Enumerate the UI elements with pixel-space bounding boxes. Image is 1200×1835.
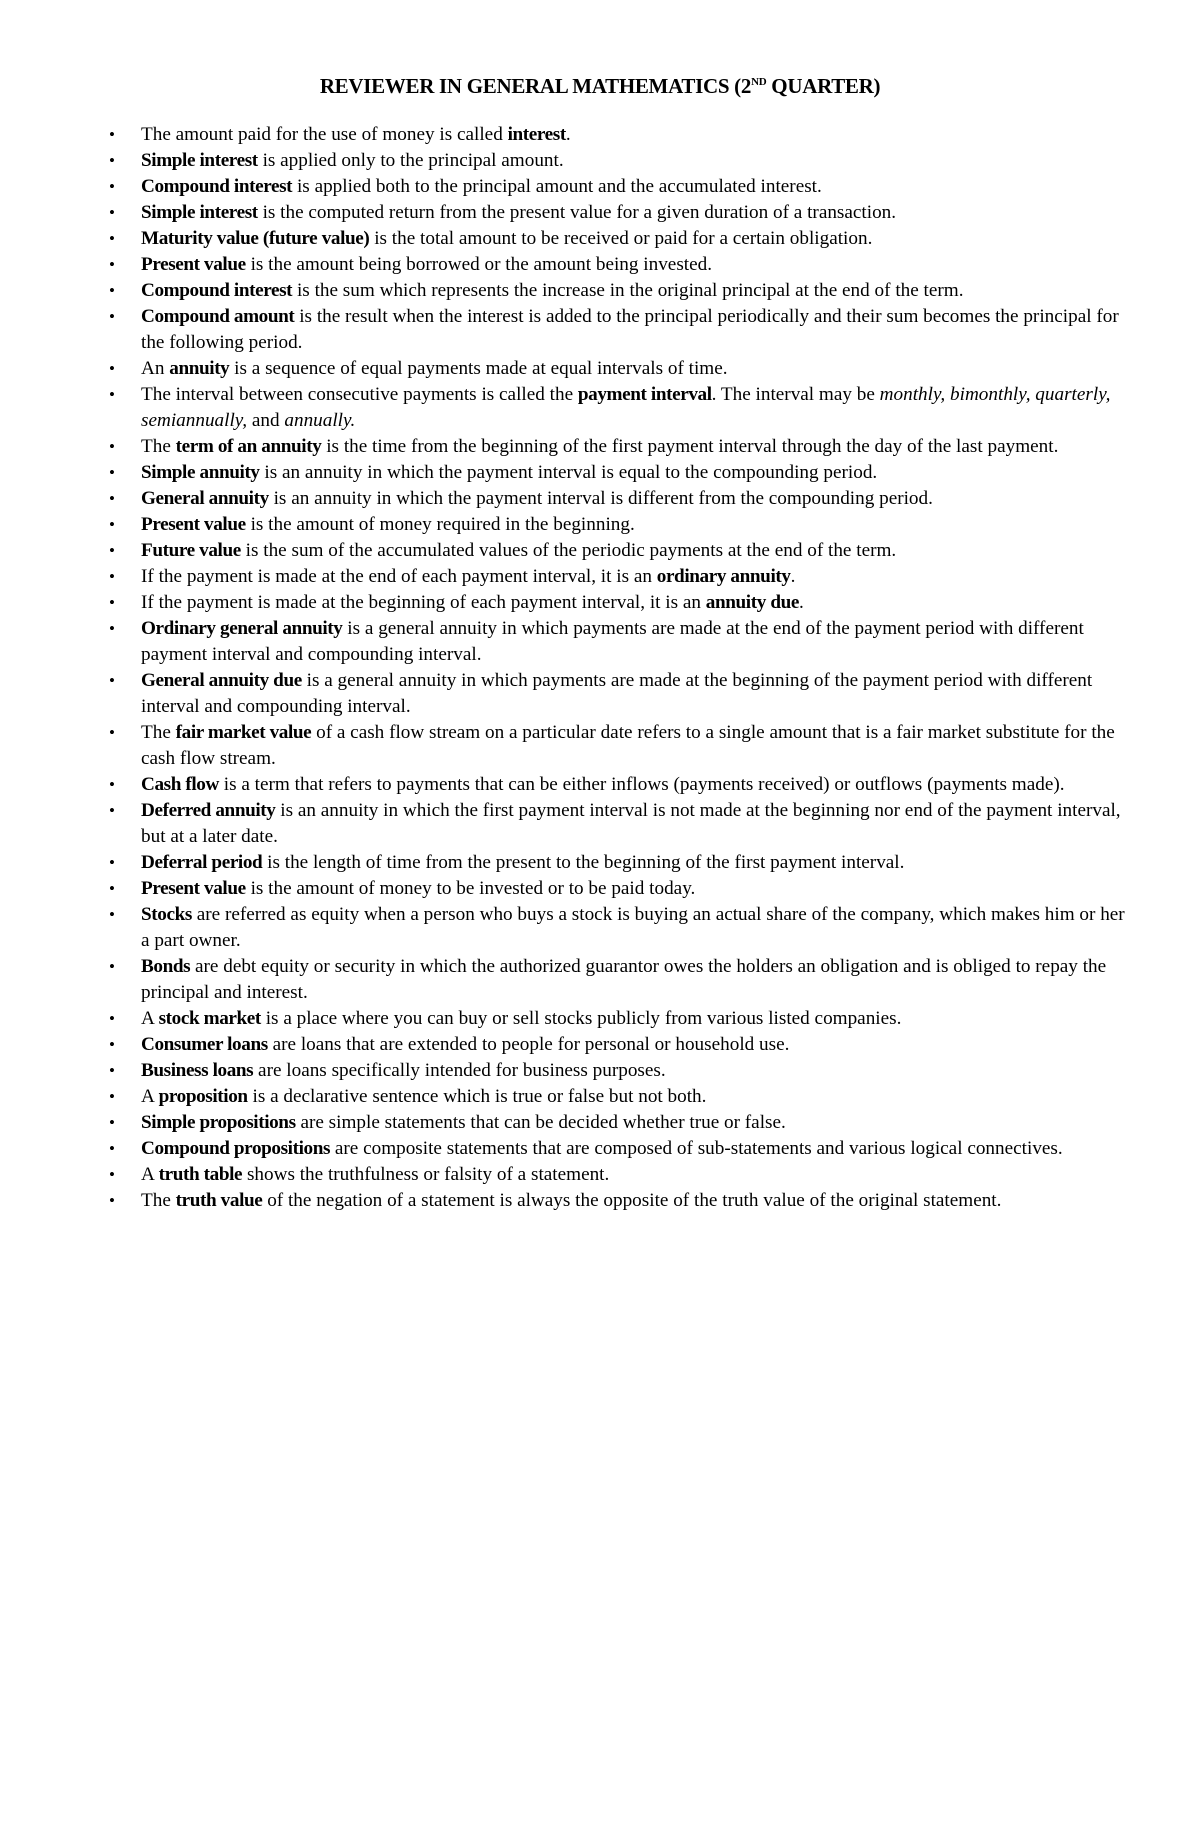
item-text: is a general annuity in which payments are made at the end of the payment period with different payment interval and compounding interval.	[141, 618, 1084, 665]
item-text: .	[565, 124, 571, 145]
item-text: shows the truthfulness or falsity of a statement.	[242, 1164, 610, 1185]
list-item	[105, 252, 1135, 278]
list-item	[105, 226, 1135, 252]
item-text: is a general annuity in which payments are made at the beginning of the payment period with different interval and compounding interval.	[141, 670, 1093, 717]
key-term: annuity due	[705, 592, 799, 613]
list-item	[105, 356, 1135, 382]
key-term: Maturity value (future value)	[141, 228, 370, 249]
bullet-icon: •	[109, 1061, 115, 1080]
key-term: General annuity due	[141, 670, 302, 691]
list-item	[105, 382, 1135, 434]
list-item	[105, 1058, 1135, 1084]
item-text: are referred as equity when a person who buys a stock is buying an actual share of the company, which makes him or her a part owner.	[141, 904, 1125, 951]
item-text: The	[141, 436, 176, 457]
bullet-icon: •	[109, 801, 115, 820]
item-text: is applied only to the principal amount.	[257, 150, 564, 171]
item-text: If the payment is made at the beginning of each payment interval, it is an	[141, 592, 706, 613]
list-item	[105, 772, 1135, 798]
item-text: The	[141, 722, 176, 743]
item-text: is the time from the beginning of the first payment interval through the day of the last payment.	[321, 436, 1059, 457]
page-title	[0, 74, 1200, 99]
bullet-icon: •	[109, 541, 115, 560]
list-item	[105, 590, 1135, 616]
bullet-icon: •	[109, 515, 115, 534]
bullet-icon: •	[109, 957, 115, 976]
list-item	[105, 616, 1135, 668]
list-item	[105, 460, 1135, 486]
key-term: proposition	[158, 1086, 248, 1107]
bullet-icon: •	[109, 671, 115, 690]
item-text: is the computed return from the present value for a given duration of a transaction.	[257, 202, 897, 223]
item-text: is applied both to the principal amount and the accumulated interest.	[292, 176, 822, 197]
item-text: The amount paid for the use of money is called	[141, 124, 508, 145]
bullet-icon: •	[109, 437, 115, 456]
item-text: is a term that refers to payments that can be either inflows (payments received) or outflows (payments made).	[218, 774, 1065, 795]
item-text: of the negation of a statement is always the opposite of the truth value of the original statement.	[262, 1190, 1002, 1211]
list-item	[105, 876, 1135, 902]
key-term: Business loans	[141, 1060, 254, 1081]
list-item	[105, 200, 1135, 226]
key-term: truth value	[175, 1190, 263, 1211]
bullet-icon: •	[109, 385, 115, 404]
bullet-icon: •	[109, 125, 115, 144]
bullet-icon: •	[109, 1087, 115, 1106]
key-term: interest	[507, 124, 566, 145]
item-text: of a cash flow stream on a particular date refers to a single amount that is a fair market substitute for the cash flow stream.	[141, 722, 1115, 769]
title-superscript: ND	[751, 76, 767, 88]
bullet-icon: •	[109, 281, 115, 300]
bullet-icon: •	[109, 593, 115, 612]
emphasis-text: monthly, bimonthly, quarterly, semiannually,	[141, 384, 1111, 431]
item-text: is a place where you can buy or sell stocks publicly from various listed companies.	[260, 1008, 902, 1029]
list-item	[105, 174, 1135, 200]
list-item	[105, 512, 1135, 538]
item-text: are loans specifically intended for business purposes.	[253, 1060, 666, 1081]
bullet-icon: •	[109, 1035, 115, 1054]
list-item	[105, 798, 1135, 850]
item-text: An	[141, 358, 170, 379]
key-term: truth table	[158, 1164, 243, 1185]
key-term: Compound interest	[141, 280, 293, 301]
list-item	[105, 850, 1135, 876]
bullet-icon: •	[109, 489, 115, 508]
key-term: annuity	[169, 358, 230, 379]
item-text: is an annuity in which the payment interval is equal to the compounding period.	[259, 462, 878, 483]
key-term: ordinary annuity	[656, 566, 791, 587]
item-text: is the amount of money required in the beginning.	[245, 514, 635, 535]
key-term: Simple interest	[141, 150, 258, 171]
item-text: are composite statements that are composed of sub-statements and various logical connectives.	[330, 1138, 1063, 1159]
key-term: Present value	[141, 878, 246, 899]
bullet-icon: •	[109, 775, 115, 794]
key-term: Bonds	[141, 956, 191, 977]
list-item	[105, 902, 1135, 954]
title-suffix: QUARTER)	[766, 74, 881, 98]
bullet-icon: •	[109, 879, 115, 898]
emphasis-text: annually.	[284, 410, 356, 431]
bullet-icon: •	[109, 723, 115, 742]
definitions-list	[105, 122, 1135, 1214]
item-text: The	[141, 1190, 176, 1211]
list-item	[105, 304, 1135, 356]
key-term: Compound propositions	[141, 1138, 331, 1159]
item-text: is the length of time from the present to the beginning of the first payment interval.	[262, 852, 905, 873]
key-term: General annuity	[141, 488, 269, 509]
bullet-icon: •	[109, 307, 115, 326]
list-item	[105, 1084, 1135, 1110]
list-item	[105, 486, 1135, 512]
key-term: Consumer loans	[141, 1034, 268, 1055]
key-term: Compound interest	[141, 176, 293, 197]
item-text: is the sum of the accumulated values of the periodic payments at the end of the term.	[240, 540, 897, 561]
item-text: is a sequence of equal payments made at equal intervals of time.	[229, 358, 728, 379]
bullet-icon: •	[109, 1165, 115, 1184]
key-term: term of an annuity	[175, 436, 322, 457]
item-text: is the total amount to be received or paid for a certain obligation.	[369, 228, 873, 249]
list-item	[105, 148, 1135, 174]
bullet-icon: •	[109, 1009, 115, 1028]
item-text: is the sum which represents the increase in the original principal at the end of the term.	[292, 280, 964, 301]
key-term: stock market	[158, 1008, 261, 1029]
bullet-icon: •	[109, 905, 115, 924]
bullet-icon: •	[109, 619, 115, 638]
list-item	[105, 954, 1135, 1006]
list-item	[105, 538, 1135, 564]
list-item	[105, 1162, 1135, 1188]
list-item	[105, 720, 1135, 772]
item-text: is the amount of money to be invested or to be paid today.	[245, 878, 696, 899]
item-text: is an annuity in which the first payment interval is not made at the beginning nor end of the payment interval, but at a later date.	[141, 800, 1121, 847]
key-term: Cash flow	[141, 774, 219, 795]
bullet-icon: •	[109, 1139, 115, 1158]
key-term: fair market value	[175, 722, 312, 743]
item-text: .	[790, 566, 796, 587]
item-text: A	[141, 1008, 159, 1029]
key-term: Ordinary general annuity	[141, 618, 343, 639]
list-item	[105, 434, 1135, 460]
key-term: Present value	[141, 514, 246, 535]
bullet-icon: •	[109, 567, 115, 586]
bullet-icon: •	[109, 229, 115, 248]
item-text: are loans that are extended to people for personal or household use.	[267, 1034, 790, 1055]
list-item	[105, 1032, 1135, 1058]
bullet-icon: •	[109, 463, 115, 482]
list-item	[105, 122, 1135, 148]
key-term: Deferred annuity	[141, 800, 276, 821]
key-term: Stocks	[141, 904, 192, 925]
bullet-icon: •	[109, 1113, 115, 1132]
bullet-icon: •	[109, 255, 115, 274]
list-item	[105, 564, 1135, 590]
item-text: is an annuity in which the payment interval is different from the compounding period.	[268, 488, 933, 509]
item-text: are simple statements that can be decided whether true or false.	[295, 1112, 786, 1133]
title-prefix: REVIEWER IN GENERAL MATHEMATICS (2	[319, 74, 752, 98]
item-text: and	[247, 410, 285, 431]
item-text: A	[141, 1086, 159, 1107]
item-text: is the result when the interest is added to the principal periodically and their sum becomes the principal for the following period.	[141, 306, 1119, 353]
key-term: Simple annuity	[141, 462, 260, 483]
item-text: The interval between consecutive payments is called the	[141, 384, 578, 405]
key-term: Compound amount	[141, 306, 295, 327]
item-text: is a declarative sentence which is true or false but not both.	[247, 1086, 707, 1107]
list-item	[105, 278, 1135, 304]
item-text: If the payment is made at the end of each payment interval, it is an	[141, 566, 657, 587]
list-item	[105, 1110, 1135, 1136]
key-term: payment interval	[577, 384, 712, 405]
key-term: Deferral period	[141, 852, 263, 873]
list-item	[105, 1136, 1135, 1162]
key-term: Simple propositions	[141, 1112, 296, 1133]
item-text: .	[798, 592, 804, 613]
key-term: Present value	[141, 254, 246, 275]
bullet-icon: •	[109, 359, 115, 378]
key-term: Simple interest	[141, 202, 258, 223]
key-term: Future value	[141, 540, 241, 561]
list-item	[105, 668, 1135, 720]
item-text: A	[141, 1164, 159, 1185]
item-text: . The interval may be	[711, 384, 880, 405]
bullet-icon: •	[109, 1191, 115, 1210]
item-text: are debt equity or security in which the authorized guarantor owes the holders an obligation and is obliged to repay the principal and interest.	[141, 956, 1107, 1003]
bullet-icon: •	[109, 853, 115, 872]
item-text: is the amount being borrowed or the amount being invested.	[245, 254, 713, 275]
bullet-icon: •	[109, 151, 115, 170]
bullet-icon: •	[109, 177, 115, 196]
bullet-icon: •	[109, 203, 115, 222]
list-item	[105, 1006, 1135, 1032]
list-item	[105, 1188, 1135, 1214]
